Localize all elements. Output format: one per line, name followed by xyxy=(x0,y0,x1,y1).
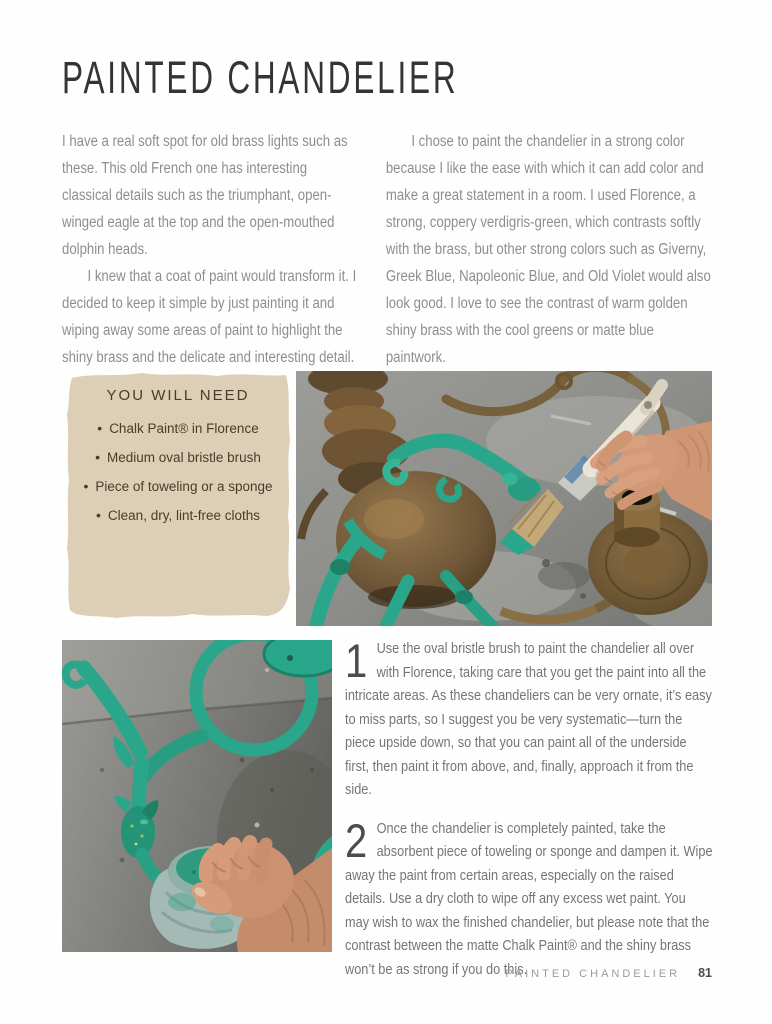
list-item-label: Medium oval bristle brush xyxy=(107,450,261,465)
intro-paragraph: I chose to paint the chandelier in a strong color because I like the ease with which it can add color and make a great statement in a room. I used Florence, a strong, coppery verdigris-green, which contrasts softly with the brass, but other strong colors such as Giverny, Greek Blue, Napoleonic Blue, and Old Violet would also look good. I love to see the contrast of warm golden shiny brass with the cool greens or matte blue paintwork. xyxy=(385,133,711,366)
step-item xyxy=(345,634,713,802)
step-number: 1 xyxy=(345,634,368,687)
list-item xyxy=(62,472,294,501)
list-item xyxy=(62,414,294,443)
intro-paragraph: I have a real soft spot for old brass lights such as these. This old French one has interesting classical details such as the triumphant, open-winged eagle at the top and the open-mouthed dolphin heads. xyxy=(62,133,348,258)
bullet-icon: • xyxy=(96,507,101,523)
list-item xyxy=(62,501,294,530)
cloth-wiping-illustration xyxy=(62,640,332,952)
step-item xyxy=(345,813,713,982)
intro-left-column xyxy=(62,128,358,371)
bullet-icon: • xyxy=(97,420,103,436)
bullet-icon: • xyxy=(83,478,89,494)
steps-section xyxy=(345,634,713,996)
page-title: PAINTED CHANDELIER xyxy=(62,52,459,103)
photo-wiping-paint xyxy=(62,640,332,952)
photo-painting-chandelier xyxy=(296,371,712,626)
bullet-icon: • xyxy=(95,449,101,465)
list-item-label: Piece of toweling or a sponge xyxy=(95,479,273,494)
list-item-label: Chalk Paint® in Florence xyxy=(109,421,259,436)
page-number: 81 xyxy=(698,966,712,980)
you-will-need-content xyxy=(62,370,294,530)
list-item-label: Clean, dry, lint-free cloths xyxy=(107,508,260,523)
footer-section-label: PAINTED CHANDELIER xyxy=(505,968,681,980)
intro-section xyxy=(62,128,714,371)
step-text: Use the oval bristle brush to paint the chandelier all over with Florence, taking care that you get the paint into all the intricate areas. As these chandeliers can be very ornate, it’s easy to miss parts, so I suggest you be very systematic—turn the piece upside down, so that you can paint all of the underside first, then paint it from above, and, finally, approach it from the side. xyxy=(345,640,712,798)
intro-right-column xyxy=(386,128,714,371)
page-footer xyxy=(505,966,712,980)
step-number: 2 xyxy=(345,813,368,867)
intro-paragraph: I knew that a coat of paint would transform it. I decided to keep it simple by just painting it and wiping away some areas of paint to highlight the shiny brass and the delicate and interesting detail. xyxy=(62,268,357,366)
chandelier-painting-illustration xyxy=(296,371,712,626)
you-will-need-box xyxy=(62,370,294,622)
you-will-need-heading: YOU WILL NEED xyxy=(106,387,250,404)
list-item xyxy=(62,443,294,472)
step-text: Once the chandelier is completely painted, take the absorbent piece of toweling or sponge and dampen it. Wipe away the paint from certain areas, especially on the raised details. Use a dry cloth to wipe off any excess wet paint. You may wish to wax the finished chandelier, but please note that the contrast between the matte Chalk Paint® and the shiny brass won’t be as strong if you do this. xyxy=(345,819,713,978)
